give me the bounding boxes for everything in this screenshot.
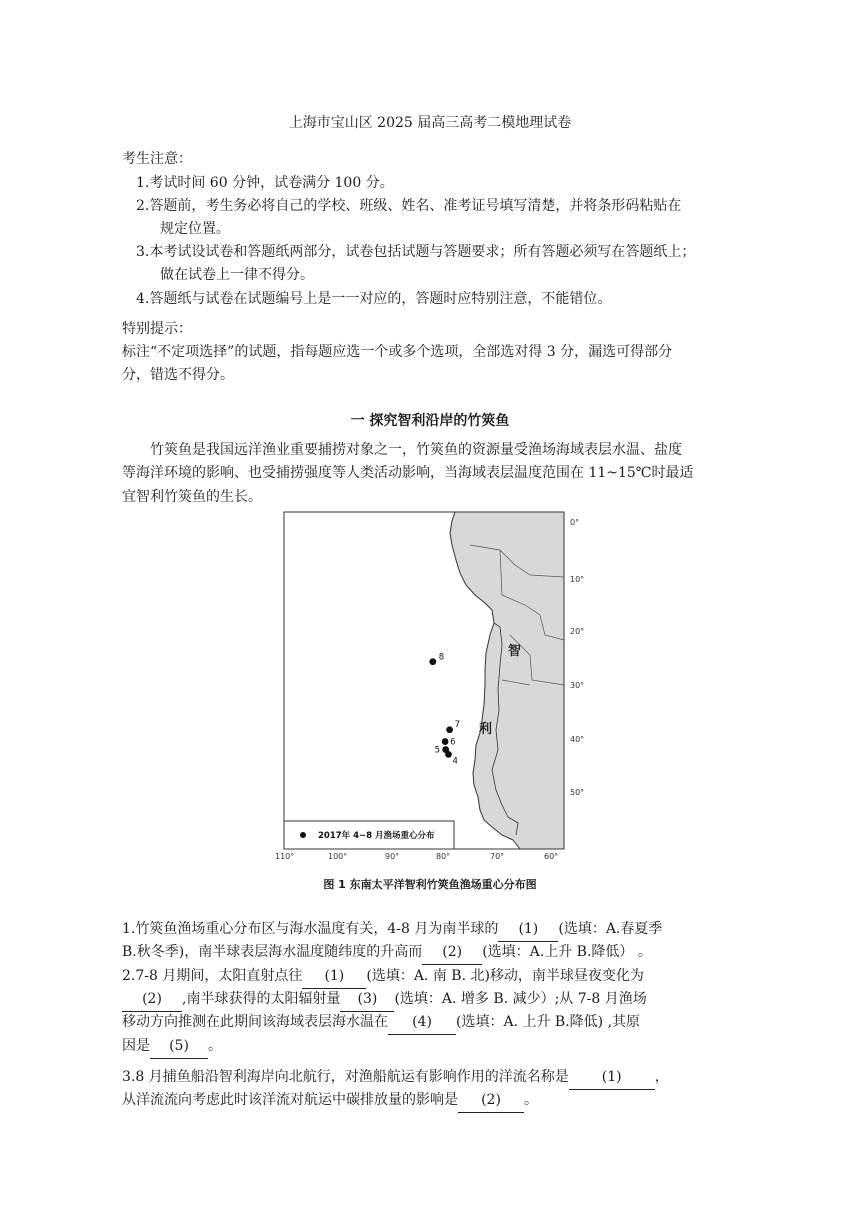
question-2-line-1: [122, 965, 747, 989]
country-label-li: 利: [479, 722, 493, 737]
country-label-zhi: 智: [508, 644, 522, 659]
q2-blank-5[interactable]: (5): [150, 1035, 208, 1059]
legend-dot: [300, 832, 306, 838]
q2-text-c: (选填：A. 南 B. 北)移动，南半球昼夜变化为: [366, 968, 644, 984]
question-3-line-1: [122, 1066, 747, 1090]
question-1-line-1: [122, 918, 747, 942]
fishing-point-label-8: 8: [438, 652, 445, 663]
fishing-point-8: [429, 658, 436, 665]
q3-blank-2[interactable]: (2): [458, 1089, 524, 1113]
intro-line-2: 等海洋环境的影响、也受捕捞强度等人类活动影响，当海域表层温度范围在 11~15℃时最适: [122, 465, 694, 481]
map-caption: 图 1 东南太平洋智利竹筴鱼渔场重心分布图: [323, 878, 537, 891]
q2-text-d: ,南半球获得的太阳辐射量: [182, 991, 341, 1007]
q3-text-e: 。: [524, 1092, 538, 1108]
lat-label-50: 50°: [570, 788, 585, 797]
lat-label-20: 20°: [570, 627, 585, 636]
lat-label-0: 0°: [570, 518, 580, 527]
q3-text-a: 3.8 月捕鱼船沿智利海岸向北航行，对渔船航运有影响作用的洋流名称是: [122, 1069, 569, 1085]
q2-blank-1[interactable]: (1): [302, 965, 366, 989]
lon-label-70: 70°: [490, 852, 505, 861]
fishing-point-label-5: 5: [434, 745, 441, 756]
fishing-point-7: [446, 726, 453, 733]
question-1-line-2: [122, 941, 747, 965]
q2-blank-3[interactable]: (3): [340, 988, 394, 1012]
q2-text-h: 因是: [122, 1038, 150, 1054]
fishing-point-6: [442, 738, 449, 745]
exam-title: 上海市宝山区 2025 届高三高考二模地理试卷: [288, 115, 572, 131]
fishing-point-label-7: 7: [454, 719, 461, 730]
q2-blank-4[interactable]: (4): [388, 1011, 456, 1035]
q1-blank-2[interactable]: (2): [422, 941, 482, 965]
q1-text-c: (选填：A.春夏季: [558, 921, 663, 937]
legend-label: 2017年 4~8 月渔场重心分布: [318, 831, 435, 841]
question-2-line-3: [122, 1011, 747, 1035]
q1-text-a: 1.竹筴鱼渔场重心分布区与海水温度有关，4-8 月为南半球的: [122, 921, 499, 937]
q2-text-f: 移动方向推测在此期间该海域表层海水温在: [122, 1014, 388, 1030]
q3-blank-1[interactable]: (1): [569, 1066, 655, 1090]
notice-heading: 考生注意：: [122, 151, 192, 167]
notice-item-4: 4.答题纸与试卷在试题编号上是一一对应的，答题时应特别注意，不能错位。: [136, 291, 612, 307]
q2-text-e: (选填：A. 增多 B. 减少）;从 7-8 月渔场: [394, 991, 647, 1007]
q1-text-e: (选填：A.上升 B.降低） 。: [482, 944, 652, 960]
lon-label-90: 90°: [385, 852, 400, 861]
fishing-ground-map: [270, 505, 590, 865]
q3-text-c: ，: [654, 1069, 669, 1085]
fishing-point-label-4: 4: [452, 756, 458, 767]
lat-label-30: 30°: [570, 681, 585, 690]
notice-item-2: 2.答题前，考生务必将自己的学校、班级、姓名、准考证号填写清楚，并将条形码粘贴在: [136, 198, 682, 214]
q3-text-d: 从洋流流向考虑此时该洋流对航运中碳排放量的影响是: [122, 1092, 458, 1108]
question-2-line-2: [122, 988, 747, 1012]
fishing-point-label-6: 6: [450, 737, 456, 748]
notice-item-3: 3.本考试设试卷和答题纸两部分，试卷包括试题与答题要求；所有答题必须写在答题纸上；: [136, 244, 696, 260]
intro-line-3: 宜智利竹筴鱼的生长。: [122, 489, 262, 505]
q2-text-a: 2.7-8 月期间，太阳直射点往: [122, 968, 303, 984]
lat-label-10: 10°: [570, 575, 585, 584]
special-text-line-2: 分，错选不得分。: [122, 367, 234, 383]
section-title: 一 探究智利沿岸的竹筴鱼: [350, 413, 510, 429]
notice-item-3-cont: 做在试卷上一律不得分。: [160, 267, 314, 283]
fishing-point-4: [445, 751, 452, 758]
question-3-line-2: [122, 1089, 747, 1113]
q2-blank-2[interactable]: (2): [122, 988, 182, 1012]
lon-label-110: 110°: [275, 852, 295, 861]
q2-text-g: (选填：A. 上升 B.降低) ,其原: [456, 1014, 641, 1030]
q1-text-d: B.秋冬季)，南半球表层海水温度随纬度的升高而: [122, 944, 423, 960]
special-heading: 特别提示：: [122, 321, 192, 337]
notice-item-1: 1.考试时间 60 分钟，试卷满分 100 分。: [136, 175, 394, 191]
lon-label-80: 80°: [436, 852, 451, 861]
intro-line-1: 竹筴鱼是我国远洋渔业重要捕捞对象之一，竹筴鱼的资源量受渔场海域表层水温、盐度: [150, 442, 682, 458]
lon-label-100: 100°: [328, 852, 348, 861]
q2-text-i: 。: [208, 1038, 222, 1054]
question-2-line-4: [122, 1035, 747, 1059]
map-svg: [270, 505, 590, 865]
q1-blank-1[interactable]: (1): [498, 918, 558, 942]
special-text-line-1: 标注“不定项选择”的试题，指每题应选一个或多个选项，全部选对得 3 分，漏选可得部分: [122, 344, 673, 360]
notice-item-2-cont: 规定位置。: [160, 221, 230, 237]
lat-label-40: 40°: [570, 735, 585, 744]
lon-label-60: 60°: [544, 852, 559, 861]
